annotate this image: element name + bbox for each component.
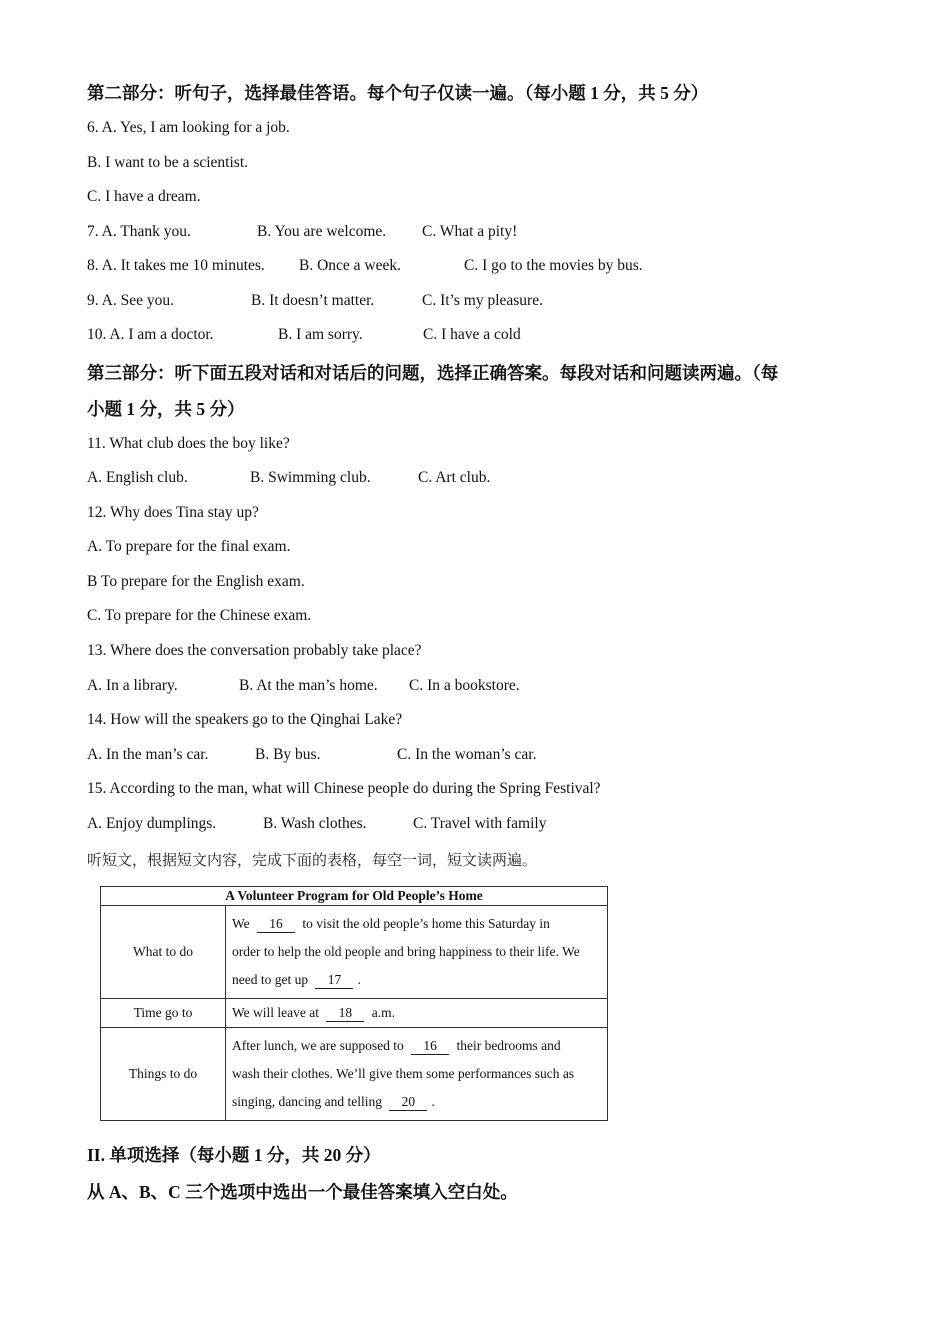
q14-options [87,746,537,764]
q13-option-a: A. In a library. [87,677,178,694]
blank-18: 18 [326,1005,364,1022]
q13-option-c: C. In a bookstore. [409,677,520,694]
section2-heading: II. 单项选择（每小题 1 分，共 20 分） [87,1145,381,1165]
text-segment: need to get up [232,972,309,987]
q12-option-c: C. To prepare for the Chinese exam. [87,607,312,624]
q7-option-b: B. You are welcome. [257,223,387,240]
q9-option-b: B. It doesn’t matter. [251,292,375,309]
q9-option-c: C. It’s my pleasure. [422,292,543,309]
q9-row [87,292,543,310]
q14-option-c: C. In the woman’s car. [397,746,537,763]
q15-option-b: B. Wash clothes. [263,815,367,832]
q9-option-a: 9. A. See you. [87,292,174,309]
q8-option-a: 8. A. It takes me 10 minutes. [87,257,265,274]
q10-option-a: 10. A. I am a doctor. [87,326,214,343]
table-header-row [101,887,608,906]
q8-option-b: B. Once a week. [299,257,401,274]
q8-row [87,257,643,275]
q15-option-c: C. Travel with family [413,815,547,832]
blank-17: 17 [315,972,353,989]
row-content-things-to-do [226,1028,608,1121]
table-row [101,906,608,999]
q11-question: 11. What club does the boy like? [87,435,290,452]
q13-options [87,677,520,695]
q15-question: 15. According to the man, what will Chinese people do during the Spring Festival? [87,780,601,797]
q10-row [87,326,521,344]
q11-options [87,469,491,487]
q12-option-a: A. To prepare for the final exam. [87,538,291,555]
q8-option-c: C. I go to the movies by bus. [464,257,643,274]
q7-option-c: C. What a pity! [422,223,518,240]
q11-option-c: C. Art club. [418,469,491,486]
q14-option-a: A. In the man’s car. [87,746,209,763]
table-title: A Volunteer Program for Old People’s Home [101,887,608,906]
text-segment: their bedrooms and [456,1038,561,1053]
q11-option-b: B. Swimming club. [250,469,371,486]
row-content-time-go-to [226,999,608,1028]
blank-16: 16 [257,916,295,933]
q6-option-c: C. I have a dream. [87,188,201,205]
part3-heading-line2: 小题 1 分，共 5 分） [87,399,245,419]
row-label-time-go-to: Time go to [101,999,226,1028]
part4-instruction: 听短文，根据短文内容，完成下面的表格，每空一词，短文读两遍。 [87,851,538,869]
part2-heading: 第二部分：听句子，选择最佳答语。每个句子仅读一遍。（每小题 1 分，共 5 分） [87,83,709,103]
volunteer-program-table [100,886,608,1121]
text-segment: We will leave at [232,1005,319,1020]
text-segment: singing, dancing and telling [232,1094,382,1109]
text-segment: We [232,916,250,931]
text-segment: . [357,972,361,987]
text-segment: . [431,1094,435,1109]
row-content-what-to-do [226,906,608,999]
q12-question: 12. Why does Tina stay up? [87,504,259,521]
q10-option-c: C. I have a cold [423,326,521,343]
q12-option-b: B To prepare for the English exam. [87,573,305,590]
q15-option-a: A. Enjoy dumplings. [87,815,217,832]
q6-option-b: B. I want to be a scientist. [87,154,248,171]
row-label-things-to-do: Things to do [101,1028,226,1121]
q7-row [87,223,518,241]
q11-option-a: A. English club. [87,469,188,486]
q15-options [87,815,547,833]
part3-heading-line1: 第三部分：听下面五段对话和对话后的问题，选择正确答案。每段对话和问题读两遍。（每 [87,363,779,383]
text-segment: to visit the old people’s home this Saturday in [302,916,550,931]
text-segment: order to help the old people and bring happiness to their life. We [232,944,580,959]
q13-question: 13. Where does the conversation probably take place? [87,642,422,659]
blank-19: 16 [411,1038,449,1055]
blank-20: 20 [389,1094,427,1111]
q14-question: 14. How will the speakers go to the Qinghai Lake? [87,711,403,728]
q7-option-a: 7. A. Thank you. [87,223,191,240]
text-segment: After lunch, we are supposed to [232,1038,404,1053]
text-segment: a.m. [371,1005,395,1020]
q14-option-b: B. By bus. [255,746,321,763]
table-row [101,999,608,1028]
section2-instruction: 从 A、B、C 三个选项中选出一个最佳答案填入空白处。 [87,1182,518,1202]
table-row [101,1028,608,1121]
text-segment: wash their clothes. We’ll give them some performances such as [232,1066,575,1081]
q10-option-b: B. I am sorry. [278,326,363,343]
row-label-what-to-do: What to do [101,906,226,999]
q6-option-a: 6. A. Yes, I am looking for a job. [87,119,290,136]
q13-option-b: B. At the man’s home. [239,677,378,694]
